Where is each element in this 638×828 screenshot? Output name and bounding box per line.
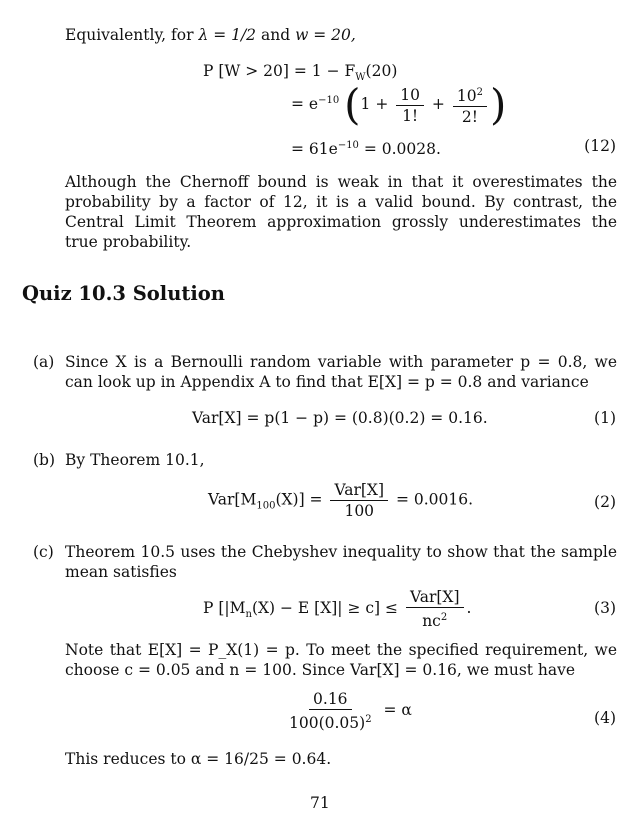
eq12-plus: + <box>431 95 445 114</box>
eq12-line2-exp: −10 <box>318 94 340 106</box>
eq3-frac-den <box>418 608 451 630</box>
eq12-line3-lead: = 61e <box>291 140 338 159</box>
eq12-sub: W <box>355 72 366 84</box>
chernoff-paragraph: Although the Chernoff bound is weak in that it overestimates the probability by a factor of 12, it is a valid bound. By contrast, the Central Limit Theorem approximation grossly underestimates the true probability. <box>65 173 617 251</box>
eq2-sub: 100 <box>256 500 276 512</box>
eq2-lhs: Var[M <box>208 490 257 509</box>
eq12-line2 <box>291 80 507 130</box>
lambda-value: λ = 1/2 <box>198 26 257 44</box>
eq12-line3-exp: −10 <box>337 140 359 151</box>
eq3-tail: . <box>466 599 472 618</box>
part-b-label: (b) <box>33 451 56 469</box>
eq4-frac-den-exp: 2 <box>365 714 372 725</box>
part-c-label: (c) <box>33 543 54 561</box>
section-heading: Quiz 10.3 Solution <box>22 282 225 305</box>
right-paren: ) <box>489 80 507 130</box>
eq3-number: (3) <box>594 599 616 617</box>
eq12-arg: (20) <box>365 62 398 80</box>
eq2-frac-num: Var[X] <box>330 481 388 501</box>
eq12-frac2-den: 2! <box>461 108 478 127</box>
intro-line <box>65 25 356 45</box>
eq4-frac <box>285 690 376 732</box>
eq2-lhs-tail: (X)] = <box>275 490 323 509</box>
intro-and: and <box>256 26 296 44</box>
left-paren: ( <box>344 80 361 130</box>
eq4-rhs: = α <box>383 701 412 720</box>
eq12-line3-tail: = 0.0028. <box>363 140 441 159</box>
eq12-frac2-base: 10 <box>456 87 477 106</box>
eq1: Var[X] = p(1 − p) = (0.8)(0.2) = 0.16. <box>192 409 488 427</box>
intro-lead: Equivalently, for <box>65 26 199 44</box>
eq12-frac2-num <box>453 84 487 107</box>
eq12-frac2-exp: 2 <box>476 87 483 98</box>
eq2-frac <box>330 481 388 520</box>
w-value: w = 20, <box>295 26 356 44</box>
eq12-frac2 <box>453 84 487 126</box>
eq1-number: (1) <box>594 409 616 427</box>
part-a-text: Since X is a Bernoulli random variable with parameter p = 0.8, we can look up in Appendix A to find that E[X] = p = 0.8 and variance <box>65 353 617 391</box>
eq3-mid: (X) − E [X]| ≥ c] ≤ <box>251 599 398 618</box>
eq3-frac <box>406 588 464 630</box>
part-b-text: By Theorem 10.1, <box>65 451 205 469</box>
eq4-frac-den <box>285 710 376 732</box>
eq12-frac1-den: 1! <box>402 106 419 125</box>
eq3-frac-num: Var[X] <box>406 588 464 608</box>
eq4-frac-num: 0.16 <box>309 690 352 710</box>
eq2-number: (2) <box>594 493 616 511</box>
eq2-frac-den: 100 <box>344 502 375 520</box>
eq2-rhs: = 0.0016. <box>395 490 474 509</box>
eq12-line3 <box>291 136 441 159</box>
eq3-frac-den-exp: 2 <box>440 612 448 623</box>
eq4 <box>282 690 412 732</box>
eq12-lhs: P [W > 20] <box>203 62 289 80</box>
eq12-rhs: = 1 − F <box>293 62 356 80</box>
eq12-one: 1 + <box>360 95 389 114</box>
part-c-text: Theorem 10.5 uses the Chebyshev inequality to show that the sample mean satisfies <box>65 543 617 581</box>
page-number: 71 <box>310 794 330 812</box>
eq3 <box>203 588 471 630</box>
eq3-lhs: P [|M <box>203 599 246 618</box>
eq12-frac1-num: 10 <box>396 86 424 106</box>
eq4-frac-den-base: 100(0.05) <box>289 714 366 733</box>
eq12-number: (12) <box>584 137 616 155</box>
part-c-conclusion: This reduces to α = 16/25 = 0.64. <box>65 750 332 768</box>
eq12-line2-lead: = e <box>291 95 319 114</box>
part-a-label: (a) <box>33 353 55 371</box>
eq3-sub: n <box>245 609 252 621</box>
eq12-frac1 <box>396 86 424 125</box>
eq4-number: (4) <box>594 709 616 727</box>
eq3-frac-den-base: nc <box>422 612 441 631</box>
eq2 <box>208 481 473 520</box>
part-c-note: Note that E[X] = P_X(1) = p. To meet the specified requirement, we choose c = 0.05 and n = 100. Since Var[X] = 0.16, we must have <box>65 641 617 679</box>
